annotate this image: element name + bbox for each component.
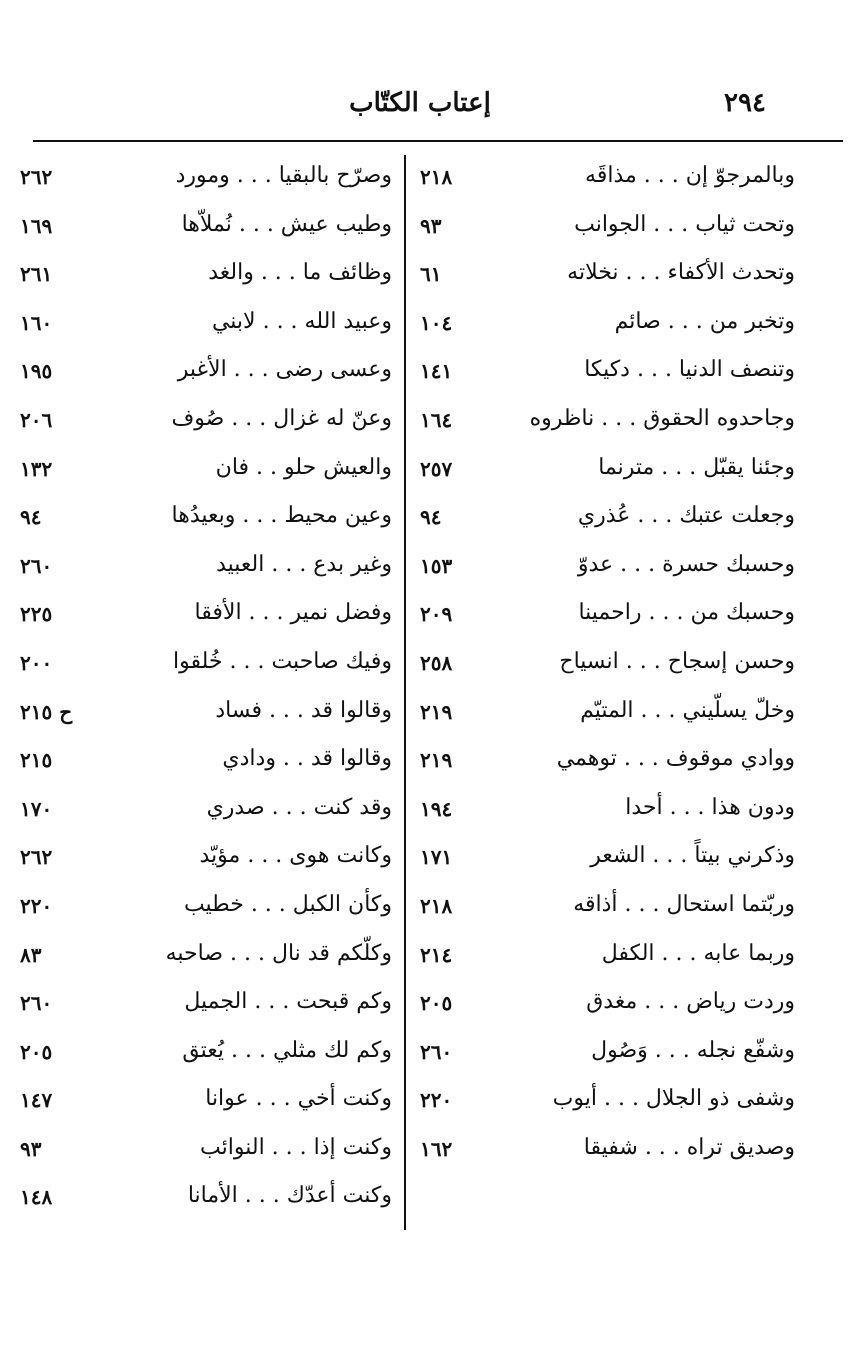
index-row xyxy=(410,301,810,350)
index-row xyxy=(410,1127,810,1176)
entry-page-ref: ٢٠٦ xyxy=(20,407,53,432)
entry-page-ref: ١٩٥ xyxy=(20,359,53,384)
entry-text: وعسى رضى . . . الأغبر xyxy=(177,357,392,383)
index-row xyxy=(410,155,810,204)
entry-text: وصرّح بالبقيا . . . ومورد xyxy=(175,163,392,188)
entry-page-ref: ٢١٩ xyxy=(420,748,453,773)
index-row xyxy=(14,544,400,593)
index-row xyxy=(14,1127,400,1176)
entry-text: ودون هذا . . . أحدا xyxy=(625,794,795,820)
index-row xyxy=(14,981,400,1030)
index-row xyxy=(14,1078,400,1127)
entry-text: وشفّع نجله . . . وَصُول xyxy=(591,1037,795,1063)
entry-text: وحسبك حسرة . . . عدوّ xyxy=(577,551,795,577)
entry-text: وكأن الكبل . . . خطيب xyxy=(183,891,392,917)
entry-page-ref: ١٦٢ xyxy=(420,1136,453,1161)
entry-text: وقالوا قد . . . فساد xyxy=(215,697,392,723)
index-row xyxy=(410,835,810,884)
entry-page-ref: ٨٣ xyxy=(20,942,42,967)
index-row xyxy=(14,155,400,204)
index-row xyxy=(410,787,810,836)
entry-page-ref: ٢٦٢ xyxy=(20,165,53,189)
entry-page-ref: ١٤١ xyxy=(420,359,453,384)
entry-page-ref: ٦١ xyxy=(420,262,442,287)
entry-page-ref: ٢٠٥ xyxy=(20,1039,53,1064)
entry-page-ref: ٢٢٠ xyxy=(20,893,53,918)
entry-page-ref: ٢٠٠ xyxy=(20,650,53,675)
entry-page-ref: ١٤٧ xyxy=(20,1088,53,1113)
entry-page-ref: ٢٦١ xyxy=(20,262,53,287)
entry-text: وعنّ له غزال . . . صُوف xyxy=(171,405,392,431)
entry-text: وكنت أخي . . . عوانا xyxy=(205,1086,392,1112)
entry-page-ref: ٢١٤ xyxy=(420,942,453,967)
entry-page-ref: ٢٦٠ xyxy=(420,1039,453,1064)
entry-page-ref: ١٧٠ xyxy=(20,796,53,821)
index-column-left xyxy=(14,155,400,1224)
index-row xyxy=(410,495,810,544)
index-row xyxy=(14,690,400,739)
entry-page-ref: ٢٢٥ xyxy=(20,602,53,627)
entry-text: وكلّكم قد نال . . . صاحبه xyxy=(165,940,392,966)
entry-text: وعين محيط . . . وبعيدُها xyxy=(171,503,392,529)
entry-page-ref: ١٦٤ xyxy=(420,407,453,432)
page-number: ٢٩٤ xyxy=(724,88,766,118)
index-row xyxy=(14,252,400,301)
entry-text: وحسن إسجاح . . . انسياح xyxy=(559,648,795,674)
entry-text: وتحت ثياب . . . الجوانب xyxy=(574,211,795,237)
index-row xyxy=(14,1030,400,1079)
index-row xyxy=(14,933,400,982)
index-row xyxy=(410,933,810,982)
entry-text: وفيك صاحبت . . . خُلقوا xyxy=(173,648,392,674)
entry-text: وكم قبحت . . . الجميل xyxy=(184,989,392,1015)
index-row xyxy=(14,787,400,836)
index-row xyxy=(410,981,810,1030)
entry-text: وصديق تراه . . . شفيقا xyxy=(583,1134,795,1160)
index-row xyxy=(14,884,400,933)
entry-text: وربما عابه . . . الكفل xyxy=(601,940,795,966)
index-row xyxy=(410,884,810,933)
entry-page-ref: ٢٦٠ xyxy=(20,991,53,1016)
index-row xyxy=(410,544,810,593)
index-row xyxy=(14,349,400,398)
index-row xyxy=(410,738,810,787)
entry-text: وتنصف الدنيا . . . دكيكا xyxy=(584,357,795,383)
entry-page-ref: ٢١٥ xyxy=(20,748,53,773)
entry-page-ref: ١٥٣ xyxy=(420,553,453,578)
entry-page-ref: ٩٤ xyxy=(420,505,442,530)
index-row xyxy=(14,641,400,690)
entry-text: وكنت إذا . . . النوائب xyxy=(200,1134,392,1160)
entry-page-ref: ٢٠٩ xyxy=(420,602,453,627)
entry-text: وربّتما استحال . . . أذاقه xyxy=(573,891,795,917)
entry-page-ref: ٢٥٧ xyxy=(420,456,453,481)
index-row xyxy=(410,447,810,496)
entry-page-ref: ٩٣ xyxy=(420,213,442,238)
index-column-right xyxy=(410,155,810,1175)
entry-page-ref: ٩٣ xyxy=(20,1136,42,1161)
entry-page-ref: ١٤٨ xyxy=(20,1185,53,1210)
entry-text: وطيب عيش . . . نُملاّها xyxy=(181,211,392,237)
column-divider xyxy=(404,155,406,1230)
entry-text: وظائف ما . . . والغد xyxy=(208,260,392,286)
entry-text: وشفى ذو الجلال . . . أيوب xyxy=(552,1086,795,1112)
index-row xyxy=(410,592,810,641)
entry-text: وكم لك مثلي . . . يُعتق xyxy=(182,1037,392,1063)
index-row xyxy=(14,738,400,787)
entry-text: وحسبك من . . . راحمينا xyxy=(578,600,795,626)
entry-text: وجعلت عتبك . . . عُذري xyxy=(577,503,795,529)
entry-page-ref: ١٦٩ xyxy=(20,213,53,238)
entry-text: وبالمرجوّ إن . . . مذاقَه xyxy=(585,163,795,188)
entry-page-ref: ١٦٠ xyxy=(20,310,53,335)
entry-text: وقد كنت . . . صدري xyxy=(206,794,392,820)
entry-text: وكنت أعدّك . . . الأمانا xyxy=(187,1183,392,1209)
entry-page-ref: ٢١٩ xyxy=(420,699,453,724)
index-row xyxy=(14,495,400,544)
entry-page-ref: ٢٢٠ xyxy=(420,1088,453,1113)
entry-page-ref: ١٠٤ xyxy=(420,310,453,335)
index-row xyxy=(14,1175,400,1224)
entry-text: وخلّ يسلّيني . . . المتيّم xyxy=(580,697,795,723)
index-row xyxy=(410,690,810,739)
entry-text: وردت رياض . . . مغدق xyxy=(586,989,795,1015)
index-row xyxy=(14,398,400,447)
index-row xyxy=(410,204,810,253)
entry-text: وتحدث الأكفاء . . . نخلاته xyxy=(567,260,795,286)
entry-text: ووادي موقوف . . . توهمي xyxy=(556,746,795,772)
index-row xyxy=(410,349,810,398)
entry-text: وكانت هوى . . . مؤيّد xyxy=(199,843,392,869)
entry-text: وذكرني بيتاً . . . الشعر xyxy=(590,843,795,869)
index-row xyxy=(410,1030,810,1079)
entry-page-ref: ٢٥٨ xyxy=(420,650,453,675)
entry-text: وغير بدع . . . العبيد xyxy=(216,551,392,577)
index-row xyxy=(14,592,400,641)
entry-text: وتخبر من . . . صائم xyxy=(614,308,795,334)
index-row xyxy=(14,204,400,253)
entry-text: وقالوا قد . . ودادي xyxy=(222,746,392,772)
header-rule xyxy=(33,140,843,142)
entry-text: وجئنا يقبّل . . . مترنما xyxy=(598,454,795,480)
entry-page-ref: ٢١٨ xyxy=(420,893,453,918)
entry-text: والعيش حلو . . فان xyxy=(215,454,392,480)
entry-page-ref: ٢٦٢ xyxy=(20,845,53,870)
entry-page-ref: ١٣٢ xyxy=(20,456,53,481)
index-row xyxy=(410,1078,810,1127)
index-row xyxy=(14,301,400,350)
entry-text: وجاحدوه الحقوق . . . ناظروه xyxy=(529,405,795,431)
running-title: إعتاب الكتّاب xyxy=(349,88,491,118)
entry-text: وعبيد الله . . . لابني xyxy=(211,308,392,334)
index-row xyxy=(410,641,810,690)
index-row xyxy=(14,447,400,496)
entry-page-ref: ٢٠٥ xyxy=(420,991,453,1016)
entry-page-ref: ح ٢١٥ xyxy=(20,699,73,724)
entry-page-ref: ٢١٨ xyxy=(420,165,453,189)
entry-page-ref: ٢٦٠ xyxy=(20,553,53,578)
entry-page-ref: ١٩٤ xyxy=(420,796,453,821)
index-row xyxy=(14,835,400,884)
index-row xyxy=(410,252,810,301)
index-row xyxy=(410,398,810,447)
entry-page-ref: ٩٤ xyxy=(20,505,42,530)
entry-text: وفضل نمير . . . الأفقا xyxy=(194,600,392,626)
entry-page-ref: ١٧١ xyxy=(420,845,453,870)
